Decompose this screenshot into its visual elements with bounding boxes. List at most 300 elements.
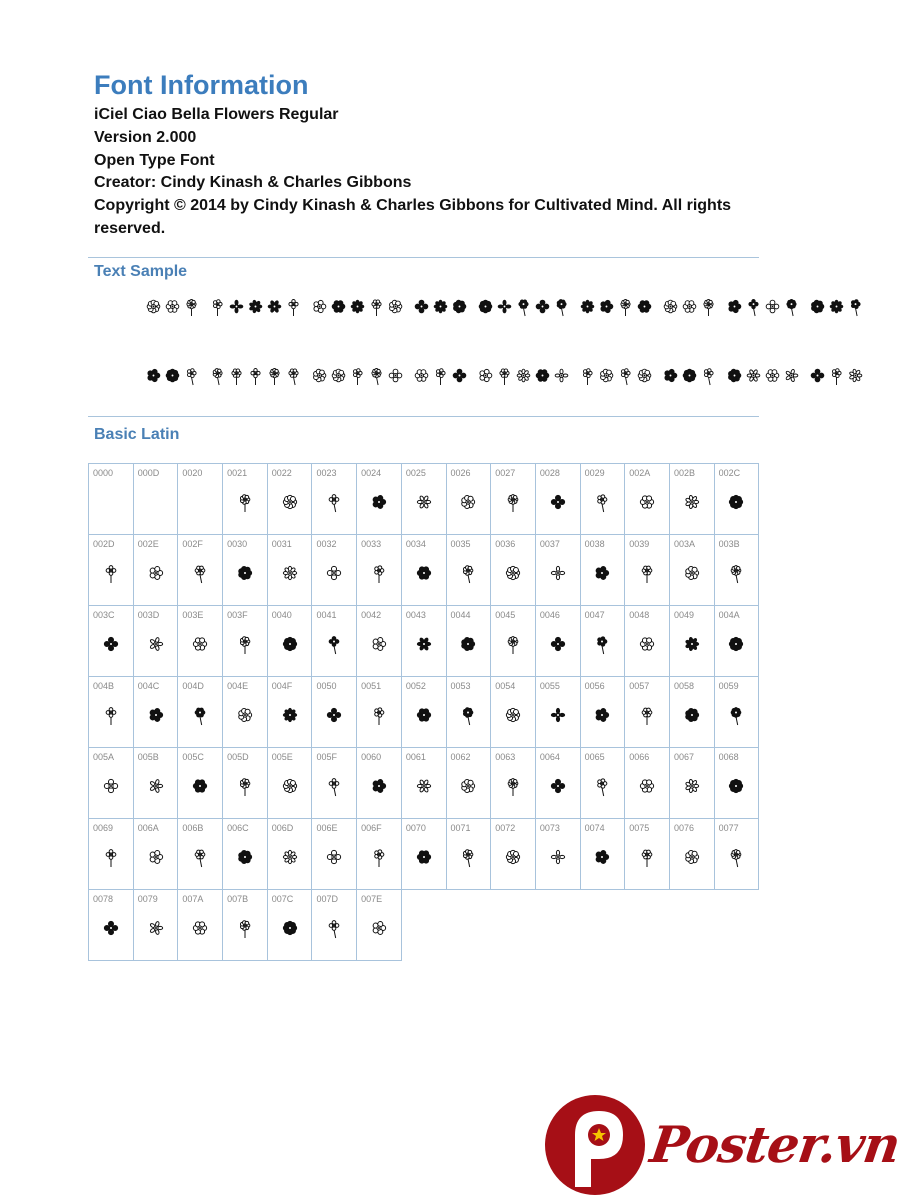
glyph-code: 0034 <box>405 539 426 549</box>
flower-glyph-icon <box>552 366 571 385</box>
flower-glyph-icon <box>190 776 210 801</box>
flower-glyph-icon <box>280 492 300 517</box>
flower-glyph-icon <box>616 297 635 316</box>
flower-glyph-icon <box>329 297 348 316</box>
glyph-code: 005C <box>182 752 204 762</box>
flower-glyph-icon <box>367 366 386 385</box>
flower-glyph-icon <box>310 297 329 316</box>
flower-glyph-icon <box>280 847 300 872</box>
flower-glyph-icon <box>682 563 702 588</box>
flower-glyph-icon <box>414 634 434 659</box>
flower-glyph-icon <box>348 297 367 316</box>
flower-glyph-icon <box>369 847 389 872</box>
flower-glyph-icon <box>808 366 827 385</box>
glyph-code: 0045 <box>495 610 516 620</box>
flower-glyph-icon <box>503 847 523 872</box>
flower-glyph-icon <box>265 366 284 385</box>
glyph-cell <box>133 534 179 606</box>
glyph-cell <box>624 676 670 748</box>
glyph-cell <box>88 889 134 961</box>
glyph-cell <box>490 818 536 890</box>
divider <box>88 416 759 417</box>
glyph-cell <box>401 605 447 677</box>
glyph-code: 0053 <box>450 681 471 691</box>
glyph-cell <box>177 605 223 677</box>
sample-word <box>808 366 865 385</box>
flower-glyph-icon <box>548 492 568 517</box>
flower-glyph-icon <box>592 492 612 517</box>
flower-glyph-icon <box>182 366 201 385</box>
glyph-cell <box>133 818 179 890</box>
glyph-cell <box>714 534 760 606</box>
flower-glyph-icon <box>637 492 657 517</box>
glyph-code: 006C <box>227 823 249 833</box>
flower-glyph-icon <box>144 366 163 385</box>
glyph-cell <box>311 889 357 961</box>
flower-glyph-icon <box>682 776 702 801</box>
glyph-code: 0023 <box>316 468 337 478</box>
flower-glyph-icon <box>458 847 478 872</box>
flower-glyph-icon <box>101 563 121 588</box>
flower-glyph-icon <box>682 634 702 659</box>
glyph-cell <box>267 889 313 961</box>
flower-glyph-icon <box>324 705 344 730</box>
glyph-code: 0073 <box>539 823 560 833</box>
glyph-cell <box>446 605 492 677</box>
glyph-code: 0028 <box>539 468 560 478</box>
glyph-cell <box>535 463 581 535</box>
flower-glyph-icon <box>458 705 478 730</box>
flower-glyph-icon <box>280 705 300 730</box>
glyph-code: 0066 <box>629 752 650 762</box>
glyph-cell <box>580 747 626 819</box>
flower-glyph-icon <box>431 366 450 385</box>
flower-glyph-icon <box>637 705 657 730</box>
sample-word <box>661 366 718 385</box>
glyph-code: 007C <box>271 894 294 904</box>
glyph-cell <box>88 747 134 819</box>
glyph-code: 002E <box>137 539 159 549</box>
flower-glyph-icon <box>101 918 121 943</box>
flower-glyph-icon <box>846 366 865 385</box>
flower-glyph-icon <box>637 634 657 659</box>
glyph-cell <box>133 676 179 748</box>
flower-glyph-icon <box>386 297 405 316</box>
flower-glyph-icon <box>592 563 612 588</box>
glyph-cell <box>490 747 536 819</box>
glyph-cell <box>714 818 760 890</box>
glyph-code: 0068 <box>718 752 739 762</box>
flower-glyph-icon <box>458 492 478 517</box>
flower-glyph-icon <box>476 297 495 316</box>
flower-glyph-icon <box>190 634 210 659</box>
glyph-cell <box>401 463 447 535</box>
glyph-cell <box>222 676 268 748</box>
flower-glyph-icon <box>146 776 166 801</box>
glyph-code: 0079 <box>137 894 158 904</box>
flower-glyph-icon <box>548 563 568 588</box>
glyph-cell <box>401 747 447 819</box>
flower-glyph-icon <box>414 492 434 517</box>
flower-glyph-icon <box>284 366 303 385</box>
glyph-code: 0055 <box>539 681 560 691</box>
glyph-cell <box>356 747 402 819</box>
flower-glyph-icon <box>324 918 344 943</box>
sample-line-uppercase <box>144 295 872 317</box>
glyph-code: 0065 <box>584 752 605 762</box>
glyph-cell <box>401 676 447 748</box>
glyph-code: 0062 <box>450 752 471 762</box>
flower-glyph-icon <box>369 776 389 801</box>
flower-glyph-icon <box>827 366 846 385</box>
glyph-cell <box>580 605 626 677</box>
glyph-code: 0051 <box>361 681 382 691</box>
flower-glyph-icon <box>578 366 597 385</box>
flower-glyph-icon <box>324 634 344 659</box>
glyph-code: 005D <box>227 752 249 762</box>
flower-glyph-icon <box>235 847 255 872</box>
flower-glyph-icon <box>726 563 746 588</box>
flower-glyph-icon <box>369 705 389 730</box>
glyph-code: 004F <box>271 681 293 691</box>
glyph-cell <box>222 747 268 819</box>
glyph-code: 0075 <box>629 823 650 833</box>
glyph-cell <box>580 818 626 890</box>
flower-glyph-icon <box>280 918 300 943</box>
flower-glyph-icon <box>386 366 405 385</box>
flower-glyph-icon <box>533 366 552 385</box>
flower-glyph-icon <box>661 297 680 316</box>
glyph-code: 004E <box>227 681 249 691</box>
glyph-cell <box>580 676 626 748</box>
flower-glyph-icon <box>182 297 201 316</box>
glyph-cell <box>177 534 223 606</box>
glyph-cell <box>714 605 760 677</box>
flower-glyph-icon <box>846 297 865 316</box>
glyph-code: 004D <box>182 681 204 691</box>
flower-glyph-icon <box>324 776 344 801</box>
flower-glyph-icon <box>592 705 612 730</box>
flower-glyph-icon <box>190 847 210 872</box>
font-creator: Creator: Cindy Kinash & Charles Gibbons <box>94 174 412 192</box>
glyph-code: 002A <box>629 468 651 478</box>
glyph-code: 006E <box>316 823 338 833</box>
glyph-cell <box>177 676 223 748</box>
glyph-code: 002C <box>718 468 741 478</box>
flower-glyph-icon <box>208 366 227 385</box>
flower-glyph-icon <box>324 847 344 872</box>
flower-glyph-icon <box>827 297 846 316</box>
flower-glyph-icon <box>329 366 348 385</box>
glyph-grid <box>88 463 758 960</box>
glyph-code: 0024 <box>361 468 382 478</box>
glyph-cell <box>446 747 492 819</box>
logo-p-icon <box>545 1095 645 1195</box>
flower-glyph-icon <box>280 776 300 801</box>
glyph-code: 0047 <box>584 610 605 620</box>
glyph-cell <box>535 534 581 606</box>
glyph-cell <box>88 676 134 748</box>
flower-glyph-icon <box>503 492 523 517</box>
glyph-code: 0050 <box>316 681 337 691</box>
glyph-cell <box>669 534 715 606</box>
flower-glyph-icon <box>412 297 431 316</box>
glyph-cell <box>714 676 760 748</box>
glyph-cell <box>490 463 536 535</box>
glyph-code: 0056 <box>584 681 605 691</box>
glyph-code: 0069 <box>93 823 114 833</box>
flower-glyph-icon <box>246 366 265 385</box>
glyph-code: 0041 <box>316 610 337 620</box>
glyph-cell <box>267 676 313 748</box>
flower-glyph-icon <box>680 366 699 385</box>
glyph-code: 0021 <box>227 468 248 478</box>
flower-glyph-icon <box>682 492 702 517</box>
glyph-code: 006B <box>182 823 204 833</box>
flower-glyph-icon <box>414 776 434 801</box>
flower-glyph-icon <box>592 634 612 659</box>
flower-glyph-icon <box>458 563 478 588</box>
flower-glyph-icon <box>661 366 680 385</box>
glyph-cell <box>311 747 357 819</box>
sample-word <box>578 297 654 316</box>
flower-glyph-icon <box>503 705 523 730</box>
sample-word <box>661 297 718 316</box>
glyph-cell <box>177 889 223 961</box>
glyph-cell <box>535 605 581 677</box>
flower-glyph-icon <box>503 563 523 588</box>
font-version: Version 2.000 <box>94 128 197 146</box>
flower-glyph-icon <box>414 705 434 730</box>
glyph-code: 004C <box>137 681 160 691</box>
glyph-code: 005B <box>137 752 159 762</box>
logo-wordmark: Poster.vn <box>646 1115 903 1174</box>
glyph-cell <box>401 534 447 606</box>
flower-glyph-icon <box>235 918 255 943</box>
flower-glyph-icon <box>763 297 782 316</box>
sample-word <box>725 297 801 316</box>
font-type: Open Type Font <box>94 151 215 169</box>
flower-glyph-icon <box>682 705 702 730</box>
glyph-cell <box>267 463 313 535</box>
glyph-code: 005E <box>271 752 293 762</box>
glyph-code: 0043 <box>405 610 426 620</box>
glyph-code: 0027 <box>495 468 516 478</box>
glyph-code: 006D <box>271 823 294 833</box>
glyph-cell <box>624 463 670 535</box>
glyph-cell <box>446 818 492 890</box>
glyph-code: 0032 <box>316 539 337 549</box>
flower-glyph-icon <box>726 705 746 730</box>
flower-glyph-icon <box>280 563 300 588</box>
glyph-code: 0076 <box>673 823 694 833</box>
glyph-code: 007D <box>316 894 338 904</box>
divider <box>88 257 759 258</box>
glyph-code: 003B <box>718 539 740 549</box>
flower-glyph-icon <box>450 297 469 316</box>
glyph-code: 003E <box>182 610 204 620</box>
glyph-cell <box>356 889 402 961</box>
glyph-cell <box>177 463 223 535</box>
glyph-cell <box>446 676 492 748</box>
glyph-code: 0052 <box>405 681 426 691</box>
flower-glyph-icon <box>597 297 616 316</box>
glyph-cell <box>356 818 402 890</box>
flower-glyph-icon <box>725 297 744 316</box>
flower-glyph-icon <box>190 918 210 943</box>
glyph-code: 0029 <box>584 468 605 478</box>
glyph-code: 0071 <box>450 823 471 833</box>
glyph-cell <box>714 463 760 535</box>
flower-glyph-icon <box>146 563 166 588</box>
glyph-cell <box>669 676 715 748</box>
glyph-cell <box>133 605 179 677</box>
glyph-cell <box>446 534 492 606</box>
glyph-cell <box>714 747 760 819</box>
sample-word <box>208 366 303 385</box>
glyph-code: 0063 <box>495 752 516 762</box>
logo-disc <box>545 1095 645 1195</box>
flower-glyph-icon <box>548 705 568 730</box>
flower-glyph-icon <box>744 297 763 316</box>
flower-glyph-icon <box>101 776 121 801</box>
glyph-code: 007E <box>361 894 383 904</box>
glyph-cell <box>88 818 134 890</box>
font-name: iCiel Ciao Bella Flowers Regular <box>94 106 339 123</box>
flower-glyph-icon <box>146 705 166 730</box>
glyph-code: 0054 <box>495 681 516 691</box>
sample-word <box>808 297 865 316</box>
glyph-code: 0074 <box>584 823 605 833</box>
flower-glyph-icon <box>548 634 568 659</box>
glyph-code: 0000 <box>93 468 114 478</box>
glyph-cell <box>624 605 670 677</box>
sample-word <box>412 297 469 316</box>
glyph-code: 002D <box>93 539 115 549</box>
sample-word <box>144 366 201 385</box>
glyph-cell <box>177 818 223 890</box>
sample-word <box>725 366 801 385</box>
glyph-cell <box>311 534 357 606</box>
poster-vn-logo <box>545 1095 903 1200</box>
glyph-cell <box>267 534 313 606</box>
flower-glyph-icon <box>208 297 227 316</box>
flower-glyph-icon <box>235 563 255 588</box>
glyph-code: 0037 <box>539 539 560 549</box>
glyph-code: 0022 <box>271 468 292 478</box>
flower-glyph-icon <box>190 705 210 730</box>
flower-glyph-icon <box>699 297 718 316</box>
glyph-code: 0049 <box>673 610 694 620</box>
sample-word <box>310 366 405 385</box>
glyph-cell <box>580 463 626 535</box>
sample-word <box>476 297 571 316</box>
flower-glyph-icon <box>310 366 329 385</box>
flower-glyph-icon <box>476 366 495 385</box>
flower-glyph-icon <box>146 847 166 872</box>
font-info <box>94 104 794 241</box>
glyph-cell <box>222 605 268 677</box>
flower-glyph-icon <box>284 297 303 316</box>
glyph-code: 003A <box>673 539 695 549</box>
glyph-cell <box>490 605 536 677</box>
flower-glyph-icon <box>495 366 514 385</box>
glyph-cell <box>311 605 357 677</box>
flower-glyph-icon <box>726 492 746 517</box>
glyph-cell <box>222 534 268 606</box>
glyph-code: 004B <box>93 681 115 691</box>
glyph-code: 0033 <box>361 539 382 549</box>
glyph-cell <box>133 747 179 819</box>
glyph-cell <box>669 463 715 535</box>
flower-glyph-icon <box>578 297 597 316</box>
flower-glyph-icon <box>503 776 523 801</box>
glyph-code: 003F <box>227 610 248 620</box>
glyph-code: 0031 <box>271 539 292 549</box>
flower-glyph-icon <box>348 366 367 385</box>
flower-glyph-icon <box>635 366 654 385</box>
glyph-code: 0064 <box>539 752 560 762</box>
glyph-cell <box>267 747 313 819</box>
glyph-cell <box>133 889 179 961</box>
glyph-cell <box>669 605 715 677</box>
glyph-code: 0040 <box>271 610 292 620</box>
glyph-code: 0060 <box>361 752 382 762</box>
glyph-code: 007A <box>182 894 204 904</box>
glyph-code: 006F <box>361 823 382 833</box>
glyph-cell <box>356 605 402 677</box>
glyph-cell <box>356 463 402 535</box>
flower-glyph-icon <box>412 366 431 385</box>
glyph-cell <box>535 747 581 819</box>
sample-word <box>412 366 469 385</box>
flower-glyph-icon <box>235 776 255 801</box>
glyph-cell <box>356 534 402 606</box>
flower-glyph-icon <box>146 634 166 659</box>
flower-glyph-icon <box>101 847 121 872</box>
flower-glyph-icon <box>235 492 255 517</box>
glyph-cell <box>311 818 357 890</box>
glyph-code: 0078 <box>93 894 114 904</box>
glyph-code: 0038 <box>584 539 605 549</box>
flower-glyph-icon <box>324 492 344 517</box>
glyph-cell <box>311 676 357 748</box>
flower-glyph-icon <box>369 492 389 517</box>
glyph-code: 007B <box>227 894 249 904</box>
flower-glyph-icon <box>144 297 163 316</box>
flower-glyph-icon <box>246 297 265 316</box>
flower-glyph-icon <box>699 366 718 385</box>
glyph-code: 0036 <box>495 539 516 549</box>
flower-glyph-icon <box>533 297 552 316</box>
flower-glyph-icon <box>431 297 450 316</box>
glyph-cell <box>535 676 581 748</box>
sample-word <box>476 366 571 385</box>
flower-glyph-icon <box>495 297 514 316</box>
glyph-code: 0035 <box>450 539 471 549</box>
flower-glyph-icon <box>763 366 782 385</box>
flower-glyph-icon <box>190 563 210 588</box>
flower-glyph-icon <box>782 297 801 316</box>
flower-glyph-icon <box>514 297 533 316</box>
sample-line-lowercase <box>144 364 872 386</box>
flower-glyph-icon <box>680 297 699 316</box>
glyph-cell <box>446 463 492 535</box>
flower-glyph-icon <box>744 366 763 385</box>
flower-glyph-icon <box>265 297 284 316</box>
glyph-code: 002B <box>673 468 695 478</box>
glyph-cell <box>88 605 134 677</box>
